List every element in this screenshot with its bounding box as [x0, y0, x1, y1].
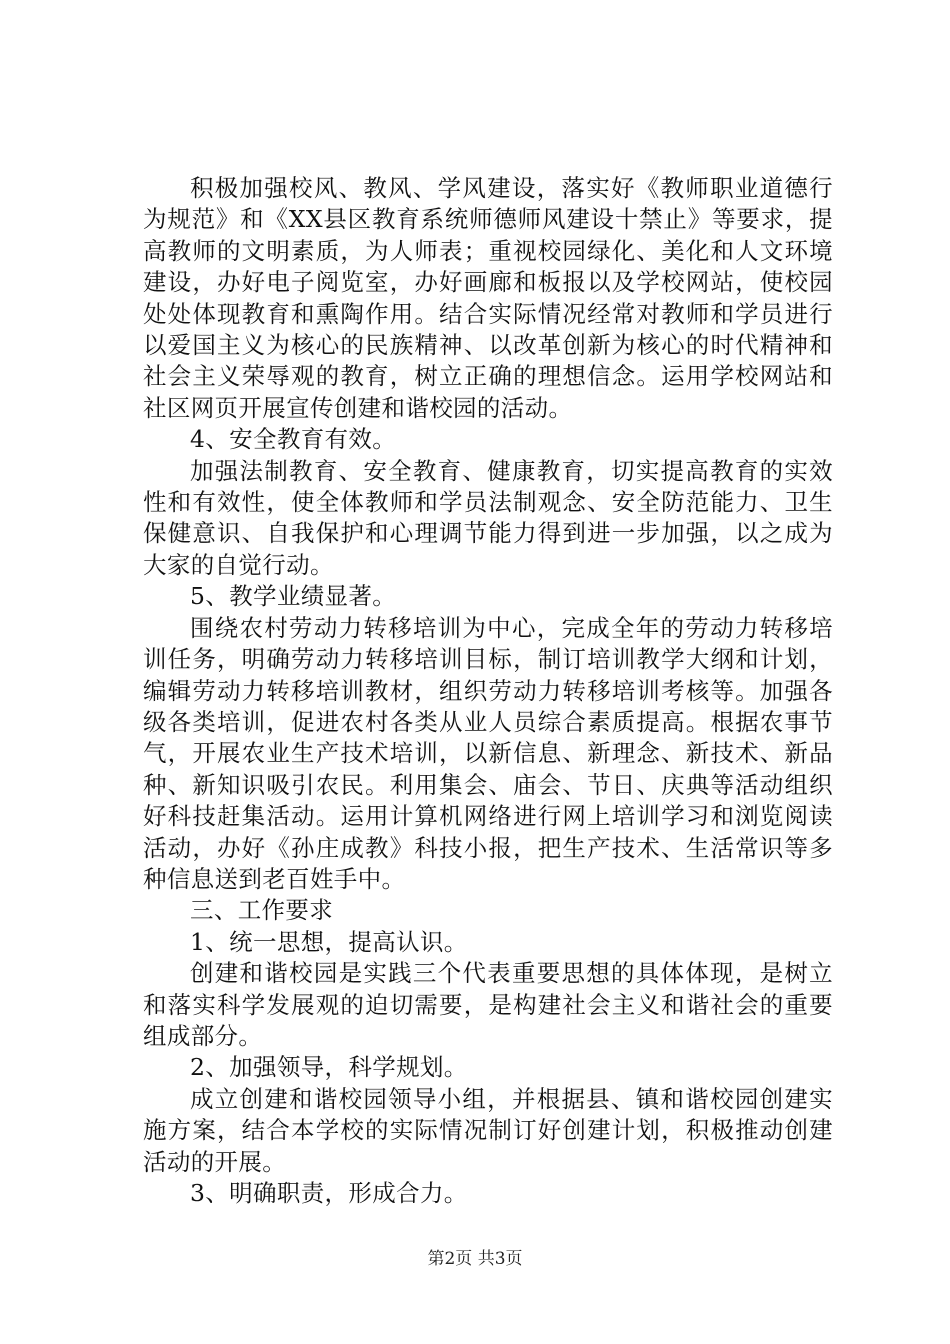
paragraph-school-spirit: 积极加强校风、教风、学风建设，落实好《教师职业道德行为规范》和《XX县区教育系统师德师风建设十禁止》等要求，提高教师的文明素质，为人师表；重视校园绿化、美化和人文环境建设，办好电子阅览室，办好画廊和板报以及学校网站，使校园处处体现教育和熏陶作用。结合实际情况经常对教师和学员进行以爱国主义为核心的民族精神、以改革创新为核心的时代精神和社会主义荣辱观的教育，树立正确的理想信念。运用学校网站和社区网页开展宣传创建和谐校园的活动。 [143, 174, 833, 422]
paragraph-safety-education: 加强法制教育、安全教育、健康教育，切实提高教育的实效性和有效性，使全体教师和学员法制观念、安全防范能力、卫生保健意识、自我保护和心理调节能力得到进一步加强，以之成为大家的自觉行动。 [143, 456, 833, 579]
heading-teaching-results: 5、教学业绩显著。 [190, 582, 397, 611]
heading-clarify-duties: 3、明确职责，形成合力。 [190, 1179, 468, 1207]
heading-unify-thinking: 1、统一思想，提高认识。 [190, 927, 468, 956]
paragraph-teaching-results: 围绕农村劳动力转移培训为中心，完成全年的劳动力转移培训任务，明确劳动力转移培训目标，制订培训教学大纲和计划，编辑劳动力转移培训教材，组织劳动力转移培训考核等。加强各级各类培训，促进农村各类从业人员综合素质提高。根据农事节气，开展农业生产技术培训，以新信息、新理念、新技术、新品种、新知识吸引农民。利用集会、庙会、节日、庆典等活动组织好科技赶集活动。运用计算机网络进行网上培训学习和浏览阅读活动，办好《孙庄成教》科技小报，把生产技术、生活常识等多种信息送到老百姓手中。 [143, 613, 833, 893]
document-body [143, 173, 833, 1209]
paragraph-strengthen-leadership: 成立创建和谐校园领导小组，并根据县、镇和谐校园创建实施方案，结合本学校的实际情况制订好创建计划，积极推动创建活动的开展。 [143, 1084, 833, 1176]
page-footer: 第2页 共3页 [427, 1249, 523, 1269]
heading-safety-education: 4、安全教育有效。 [190, 425, 397, 454]
paragraph-unify-thinking: 创建和谐校园是实践三个代表重要思想的具体体现，是树立和落实科学发展观的迫切需要，是构建社会主义和谐社会的重要组成部分。 [143, 959, 833, 1050]
heading-work-requirements: 三、工作要求 [190, 896, 334, 925]
heading-strengthen-leadership: 2、加强领导，科学规划。 [190, 1053, 468, 1082]
